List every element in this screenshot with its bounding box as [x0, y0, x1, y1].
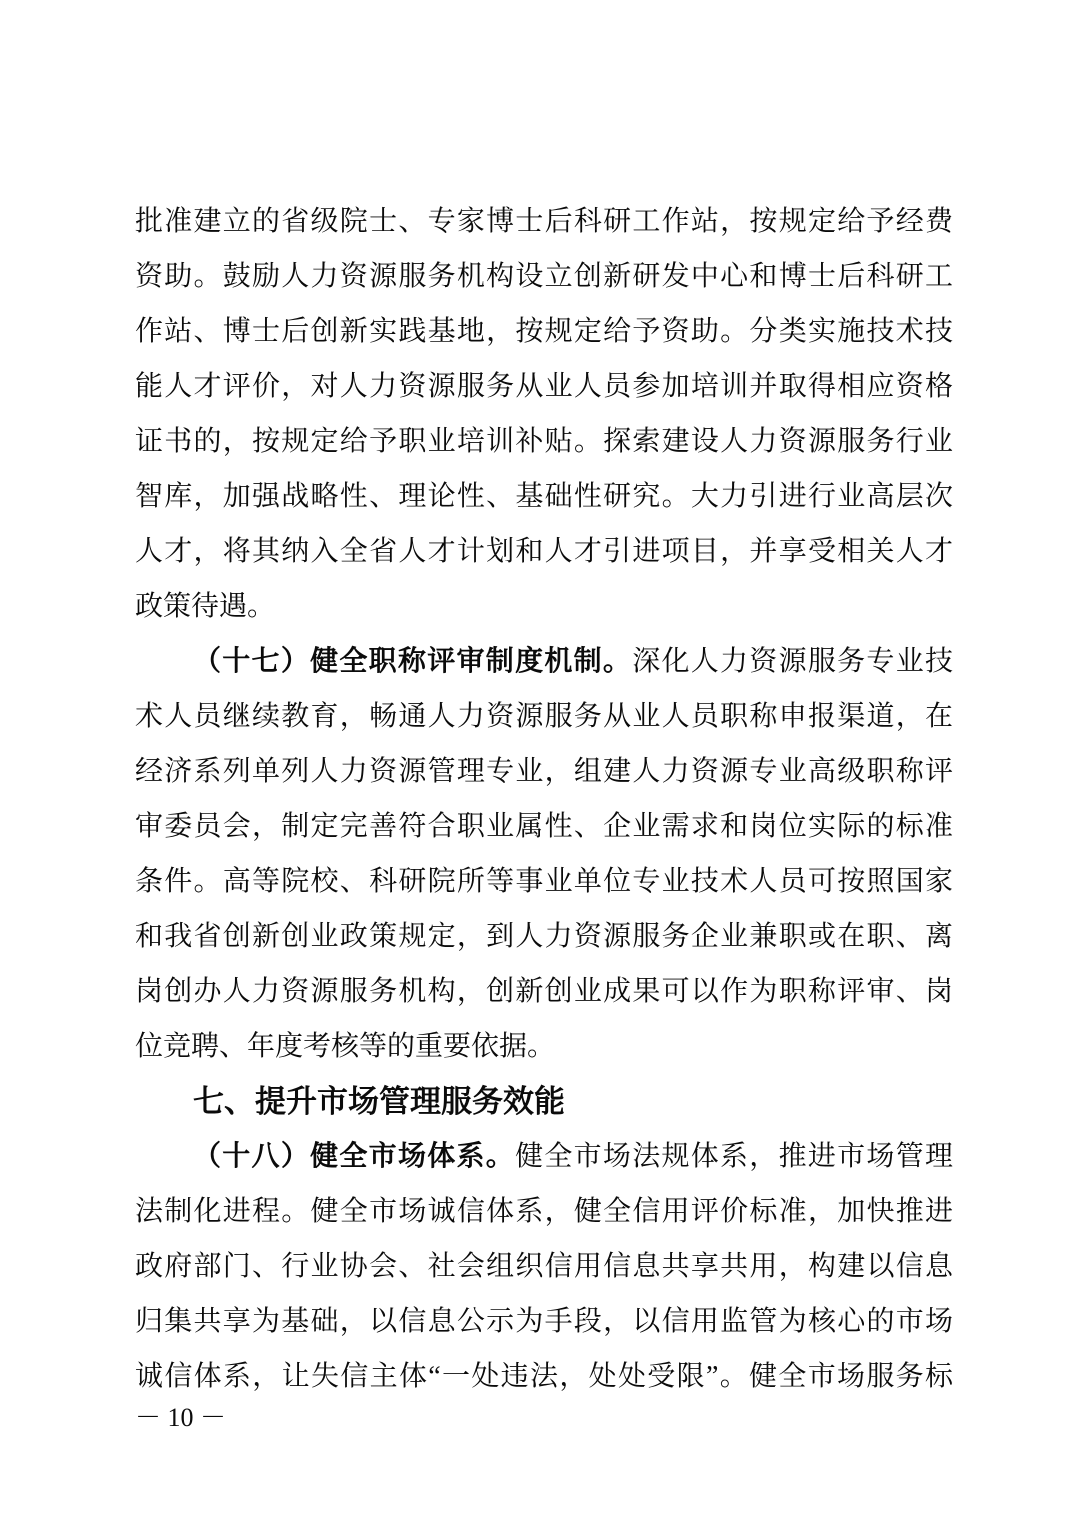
- text-line: 作站、博士后创新实践基地，按规定给予资助。分类实施技术技: [135, 316, 953, 347]
- section-heading-7: 七、提升市场管理服务效能: [193, 1084, 565, 1119]
- text-line: 经济系列单列人力资源管理专业，组建人力资源专业高级职称评: [135, 756, 953, 787]
- text-line: [135, 634, 953, 689]
- text-line: [135, 1129, 953, 1184]
- paragraph-18: [135, 1129, 953, 1404]
- paragraph-18-first-line-rest: 健全市场法规体系，推进市场管理: [515, 1141, 953, 1172]
- text-line: 条件。高等院校、科研院所等事业单位专业技术人员可按照国家: [135, 866, 953, 897]
- text-line: 能人才评价，对人力资源服务从业人员参加培训并取得相应资格: [135, 371, 953, 402]
- text-line: 归集共享为基础，以信息公示为手段，以信用监管为核心的市场: [135, 1306, 953, 1337]
- text-line: 诚信体系，让失信主体“一处违法，处处受限”。健全市场服务标: [135, 1361, 953, 1392]
- paragraph-18-lead: （十八）健全市场体系。: [193, 1141, 516, 1172]
- text-line: 人才，将其纳入全省人才计划和人才引进项目，并享受相关人才: [135, 536, 953, 567]
- text-line: 智库，加强战略性、理论性、基础性研究。大力引进行业高层次: [135, 481, 953, 512]
- paragraph-17: [135, 634, 953, 1074]
- page-number: － 10 －: [135, 1403, 227, 1432]
- text-line: 审委员会，制定完善符合职业属性、企业需求和岗位实际的标准: [135, 811, 953, 842]
- text-block: [135, 194, 953, 1404]
- text-line: 岗创办人力资源服务机构，创新创业成果可以作为职称评审、岗: [135, 976, 953, 1007]
- text-line: 证书的，按规定给予职业培训补贴。探索建设人力资源服务行业: [135, 426, 953, 457]
- text-line: 位竞聘、年度考核等的重要依据。: [135, 1031, 556, 1062]
- text-line: 术人员继续教育，畅通人力资源服务从业人员职称申报渠道，在: [135, 701, 953, 732]
- paragraph-17-first-line-rest: 深化人力资源服务专业技: [632, 646, 953, 677]
- paragraph-16-continuation: [135, 194, 953, 634]
- text-line: 资助。鼓励人力资源服务机构设立创新研发中心和博士后科研工: [135, 261, 953, 292]
- text-line: 政策待遇。: [135, 591, 276, 622]
- text-line: 政府部门、行业协会、社会组织信用信息共享共用，构建以信息: [135, 1251, 953, 1282]
- text-line: 法制化进程。健全市场诚信体系，健全信用评价标准，加快推进: [135, 1196, 953, 1227]
- text-line: 批准建立的省级院士、专家博士后科研工作站，按规定给予经费: [135, 206, 953, 237]
- text-line: 和我省创新创业政策规定，到人力资源服务企业兼职或在职、离: [135, 921, 953, 952]
- paragraph-17-lead: （十七）健全职称评审制度机制。: [193, 646, 633, 677]
